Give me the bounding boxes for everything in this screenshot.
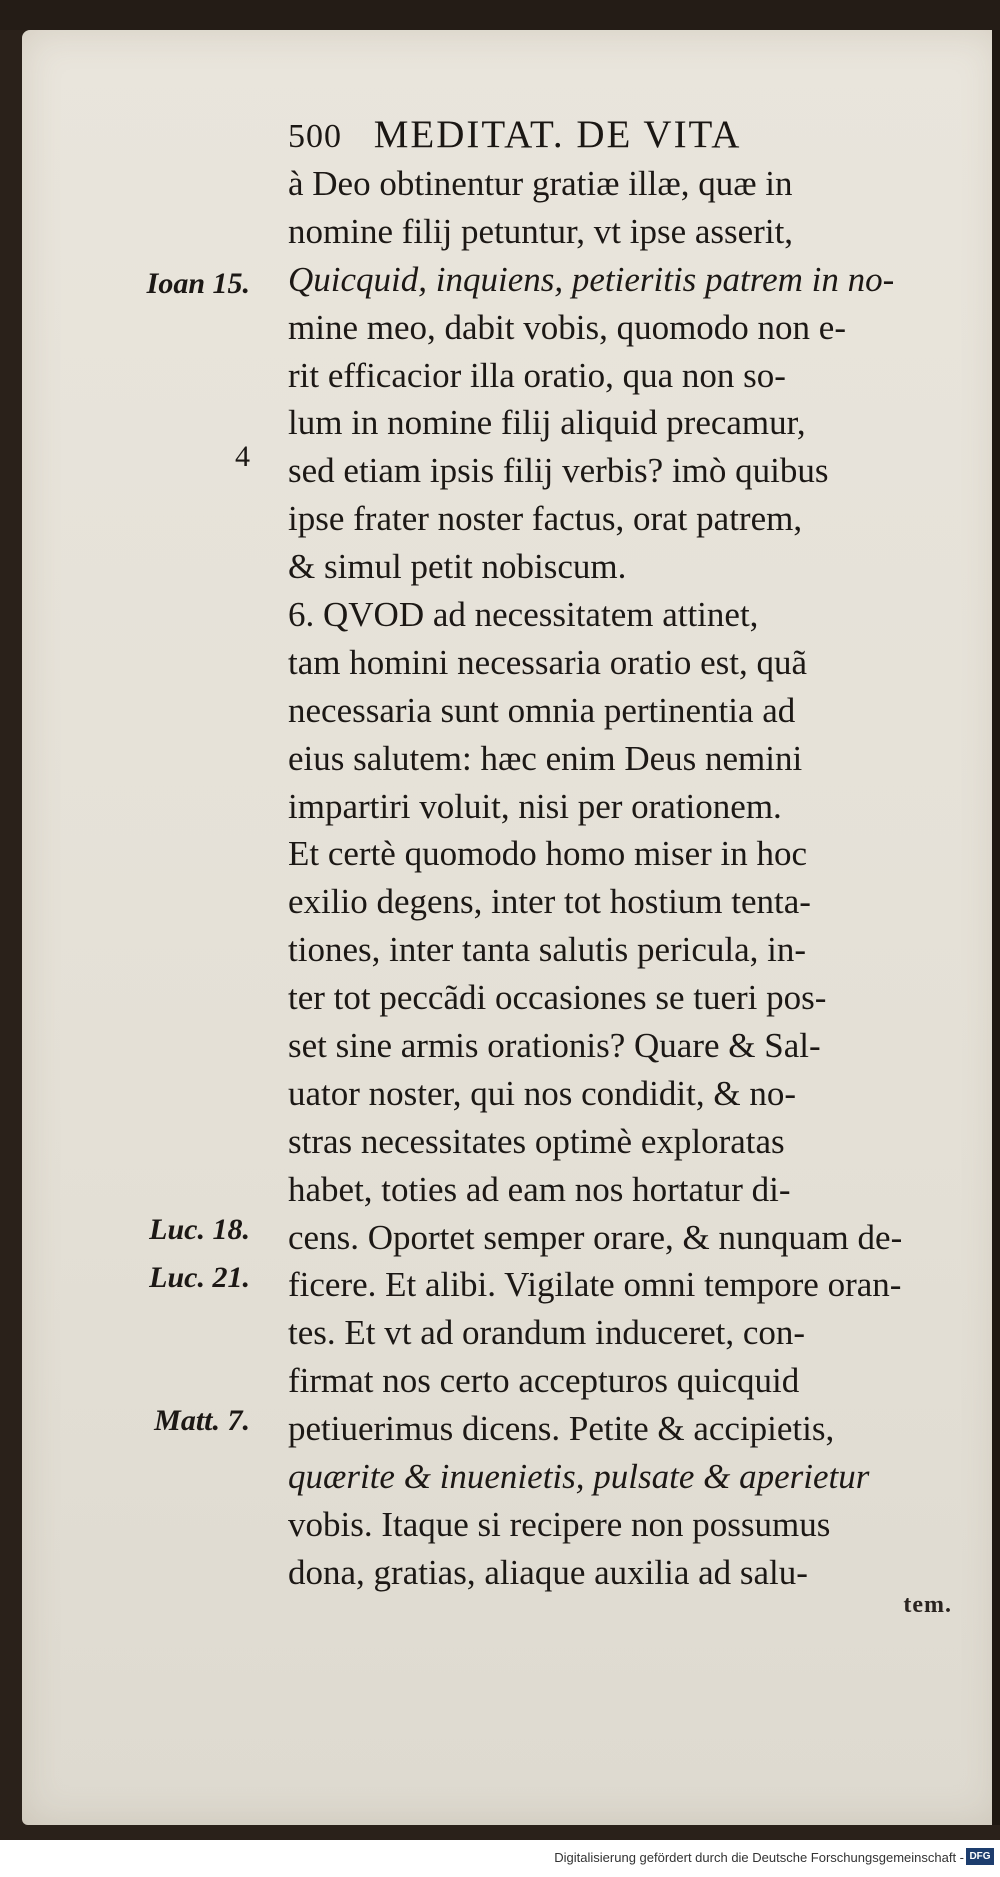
text-line: firmat nos certo accepturos quicquid <box>288 1361 800 1401</box>
book-edge <box>992 30 1000 1825</box>
text-line: necessaria sunt omnia pertinentia ad <box>288 690 796 730</box>
margin-note-luc21: Luc. 21. <box>149 1261 250 1294</box>
margin-note-mark: 4 <box>235 440 250 473</box>
text-line: stras necessitates optimè exploratas <box>288 1121 785 1161</box>
running-title: MEDITAT. DE VITA <box>373 113 742 156</box>
text-line: lum in nomine filij aliquid precamur, <box>288 403 806 443</box>
text-line: tiones, inter tanta salutis pericula, in- <box>288 930 807 970</box>
text-line: uator noster, qui nos condidit, & no- <box>288 1073 796 1113</box>
text-line: impartiri voluit, nisi per orationem. <box>288 786 782 826</box>
text-line: nomine filij petuntur, vt ipse asserit, <box>288 211 794 251</box>
text-line: petiuerimus dicens. Petite & accipietis, <box>288 1409 835 1449</box>
text-line: cens. Oportet semper orare, & nunquam de- <box>288 1217 903 1257</box>
text-line: habet, toties ad eam nos hortatur di- <box>288 1169 791 1209</box>
digitization-footer <box>0 1840 1000 1877</box>
catchword: tem. <box>903 1592 952 1618</box>
text-line: exilio degens, inter tot hostium tenta- <box>288 882 811 922</box>
text-line: & simul petit nobiscum. <box>288 547 627 587</box>
text-line: ipse frater noster factus, orat patrem, <box>288 499 803 539</box>
text-line: dona, gratias, aliaque auxilia ad salu- <box>288 1552 808 1592</box>
scan-bottom-edge <box>0 1825 1000 1840</box>
text-line: ter tot peccãdi occasiones se tueri pos- <box>288 978 827 1018</box>
page-number: 500 <box>288 118 342 155</box>
text-line: set sine armis orationis? Quare & Sal- <box>288 1026 821 1066</box>
text-line: 6. QVOD ad necessitatem attinet, <box>288 595 759 635</box>
margin-note-matt: Matt. 7. <box>154 1404 250 1437</box>
text-line: vobis. Itaque si recipere non possumus <box>288 1504 831 1544</box>
margin-note-luc18: Luc. 18. <box>149 1213 250 1246</box>
margin-note-ioan: Ioan 15. <box>146 267 250 300</box>
main-text-block <box>288 160 958 1597</box>
dfg-logo-icon: DFG <box>966 1848 994 1865</box>
text-line: Quicquid, inquiens, petieritis patrem in no- <box>288 259 895 299</box>
text-line: eius salutem: hæc enim Deus nemini <box>288 738 803 778</box>
scan-background <box>0 0 1000 30</box>
text-line: Et certè quomodo homo miser in hoc <box>288 834 808 874</box>
text-line: tam homini necessaria oratio est, quã <box>288 642 808 682</box>
text-line: tes. Et vt ad orandum induceret, con- <box>288 1313 806 1353</box>
text-line: ficere. Et alibi. Vigilate omni tempore oran- <box>288 1265 902 1305</box>
text-line: sed etiam ipsis filij verbis? imò quibus <box>288 451 829 491</box>
text-line: quærite & inuenietis, pulsate & aperietur <box>288 1457 870 1497</box>
text-line: à Deo obtinentur gratiæ illæ, quæ in <box>288 164 793 203</box>
footer-credit: Digitalisierung gefördert durch die Deutsche Forschungsgemeinschaft - <box>554 1850 964 1865</box>
running-header <box>288 112 928 160</box>
text-line: mine meo, dabit vobis, quomodo non e- <box>288 307 846 347</box>
text-line: rit efficacior illa oratio, qua non so- <box>288 355 786 395</box>
